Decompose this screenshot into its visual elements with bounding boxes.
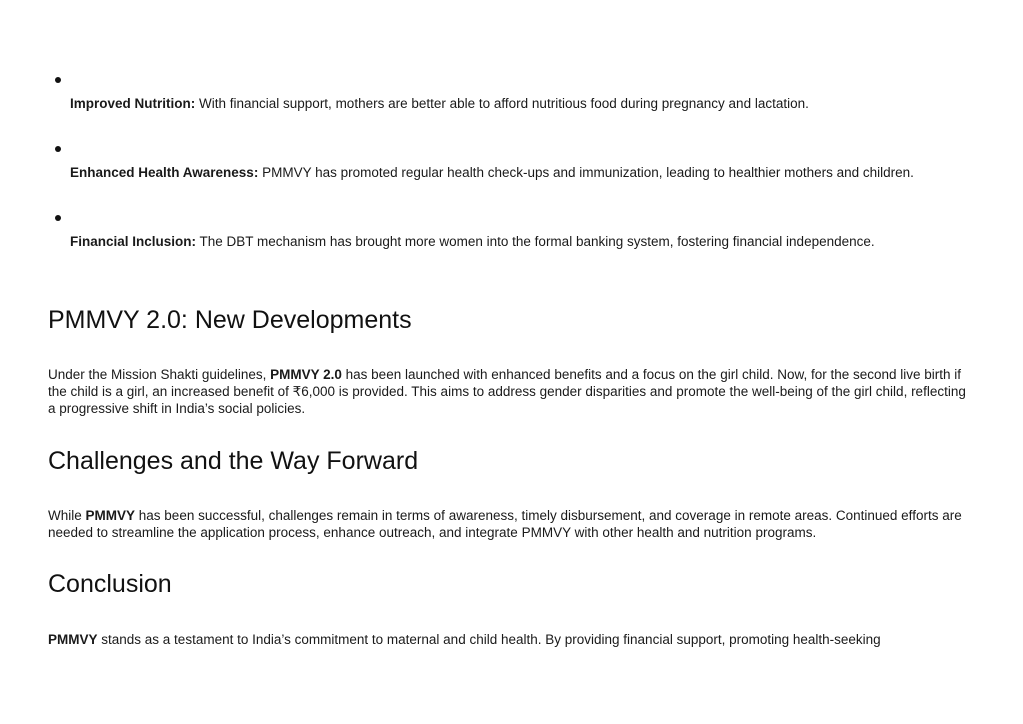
paragraph-bold: PMMVY 2.0 (270, 367, 342, 382)
paragraph-text: Under the Mission Shakti guidelines, (48, 367, 271, 382)
list-item (52, 210, 992, 279)
bullet-icon (55, 146, 61, 152)
bullet-icon (55, 77, 61, 83)
benefit-title: Enhanced Health Awareness: (70, 165, 259, 180)
paragraph-pmmvy-2 (48, 366, 973, 417)
list-item (52, 72, 992, 141)
benefit-financial-inclusion (70, 234, 875, 250)
paragraph-challenges (48, 507, 973, 541)
paragraph-bold: PMMVY (85, 508, 136, 523)
bullet-icon (55, 215, 61, 221)
benefit-description: The DBT mechanism has brought more women into the formal banking system, fostering financial independence. (196, 234, 875, 249)
benefits-list (52, 72, 992, 279)
list-item (52, 141, 992, 210)
heading-pmmvy-2: PMMVY 2.0: New Developments (48, 306, 412, 334)
benefit-description: PMMVY has promoted regular health check-ups and immunization, leading to healthier mothers and children. (258, 165, 914, 180)
paragraph-bold: PMMVY (48, 632, 98, 647)
benefit-title: Improved Nutrition: (70, 96, 196, 111)
benefit-description: With financial support, mothers are better able to afford nutritious food during pregnancy and lactation. (195, 96, 809, 111)
benefit-health-awareness (70, 165, 914, 181)
paragraph-conclusion (48, 631, 1008, 648)
paragraph-text: While (48, 508, 86, 523)
paragraph-text: stands as a testament to India’s commitment to maternal and child health. By providing financial support, promoting health-seeking (97, 632, 881, 647)
benefit-nutrition (70, 96, 809, 112)
heading-challenges: Challenges and the Way Forward (48, 447, 419, 475)
paragraph-text: has been successful, challenges remain in terms of awareness, timely disbursement, and coverage in remote areas. Continued efforts are needed to streamline the application process, enhance outreach, and integrate PMMVY with other health and nutrition programs. (48, 508, 962, 540)
paragraph-text: has been launched with enhanced benefits and a focus on the girl child. Now, for the second live birth if the child is a girl, an increased benefit of ₹6,000 is provided. This aims to address gender disparities and promote the well-being of the girl child, reflecting a progressive shift in India’s social policies. (48, 367, 966, 416)
heading-conclusion: Conclusion (48, 570, 172, 598)
benefit-title: Financial Inclusion: (70, 234, 197, 249)
